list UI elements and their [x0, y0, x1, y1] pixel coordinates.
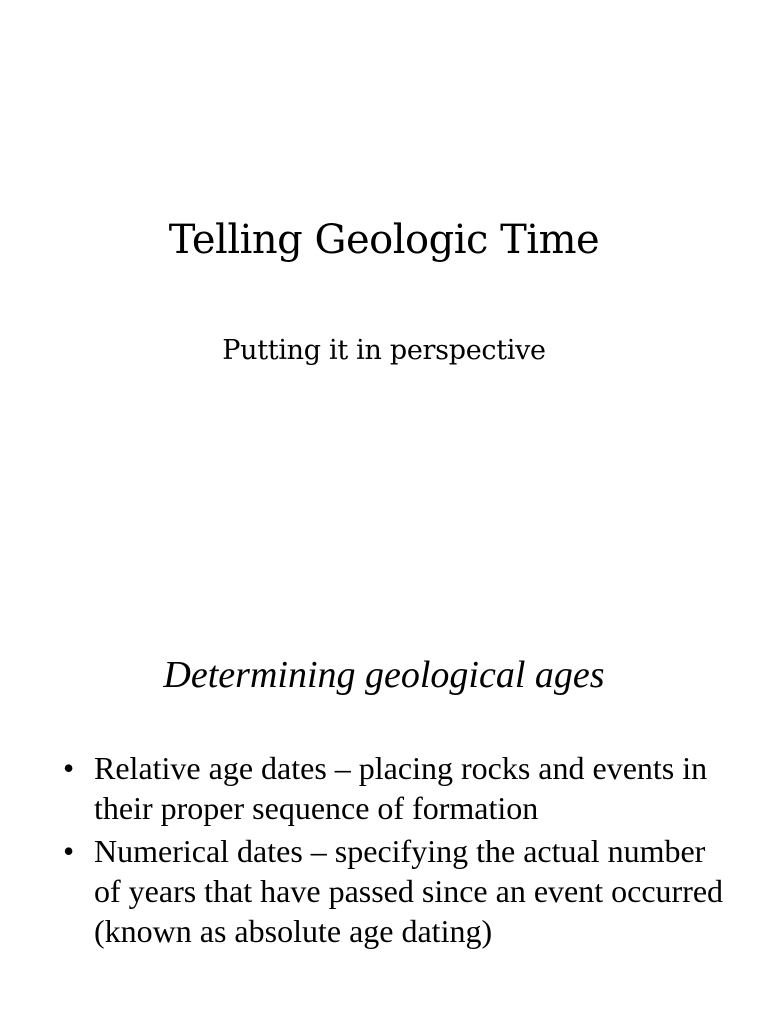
bullet-item-relative-age	[0, 748, 768, 828]
bullet-list	[0, 748, 768, 951]
slide-heading: Determining geological ages	[163, 654, 605, 696]
bullet-item-numerical-dates	[0, 831, 768, 951]
content-slide	[0, 540, 768, 1024]
bullet-text: Relative age dates – placing rocks and events in their proper sequence of formation	[94, 750, 708, 826]
slide-title: Telling Geologic Time	[168, 217, 600, 263]
bullet-icon: •	[63, 750, 75, 786]
bullet-icon: •	[63, 833, 75, 869]
slide-subtitle: Putting it in perspective	[222, 335, 546, 366]
bullet-text: Numerical dates – specifying the actual number of years that have passed since an event occurred (known as absolute age dating)	[94, 833, 724, 949]
